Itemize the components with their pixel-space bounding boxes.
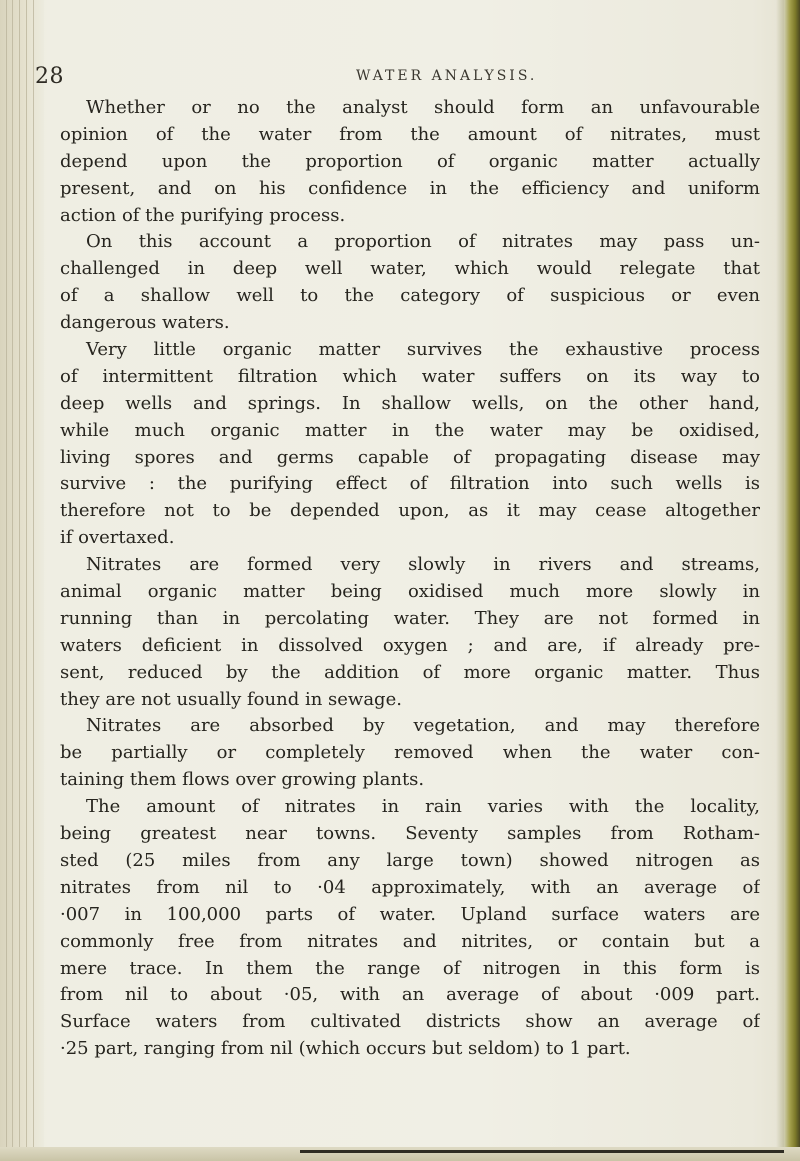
text-line: The amount of nitrates in rain varies with the locality, [86,796,760,818]
text-line: depend upon the proportion of organic matter actually [60,150,760,172]
paragraph [60,794,760,1063]
page-header [0,64,800,88]
text-line: Very little organic matter survives the exhaustive process [86,339,760,361]
page-number: 28 [35,64,64,89]
text-line: being greatest near towns. Seventy samples from Rotham- [60,823,760,845]
paragraph [60,713,760,794]
text-line: living spores and germs capable of propagating disease may [60,446,760,468]
text-line: challenged in deep well water, which would relegate that [60,258,760,280]
text-line: if overtaxed. [60,527,175,549]
bottom-rule [300,1150,784,1153]
text-line: nitrates from nil to ·04 approximately, with an average of [60,876,760,898]
text-line: dangerous waters. [60,312,230,334]
gutter-rule [33,0,34,1161]
text-line: be partially or completely removed when the water con- [60,742,760,764]
body-text [60,95,760,1063]
gutter-rule [19,0,20,1161]
text-line: of intermittent filtration which water suffers on its way to [60,365,760,387]
text-line: deep wells and springs. In shallow wells, on the other hand, [60,392,760,414]
paragraph [60,337,760,552]
paragraph [60,229,760,337]
binding-gutter [0,0,44,1161]
text-line: animal organic matter being oxidised much more slowly in [60,581,760,603]
text-line: mere trace. In them the range of nitrogen in this form is [60,957,760,979]
paragraph [60,552,760,713]
text-line: waters deficient in dissolved oxygen ; and are, if already pre- [60,634,760,656]
text-line: opinion of the water from the amount of nitrates, must [60,123,760,145]
gutter-rule [26,0,27,1161]
text-line: of a shallow well to the category of suspicious or even [60,285,760,307]
text-line: Nitrates are formed very slowly in rivers and streams, [86,554,760,576]
page-edge-shadow [776,0,784,1161]
text-line: Whether or no the analyst should form an unfavourable [86,97,760,118]
text-line: present, and on his confidence in the efficiency and uniform [60,177,760,199]
text-line: taining them flows over growing plants. [60,769,425,791]
gutter-rule [6,0,7,1161]
paragraph [60,95,760,229]
book-spine-edge [784,0,800,1161]
text-line: Surface waters from cultivated districts show an average of [60,1011,760,1033]
text-line: running than in percolating water. They are not formed in [60,607,760,629]
text-line: action of the purifying process. [60,204,346,226]
text-line: while much organic matter in the water may be oxidised, [60,419,760,441]
text-line: ·25 part, ranging from nil (which occurs but seldom) to 1 part. [60,1038,631,1060]
text-line: sted (25 miles from any large town) showed nitrogen as [60,849,760,871]
text-line: Nitrates are absorbed by vegetation, and may therefore [86,715,760,737]
text-line: survive : the purifying effect of filtration into such wells is [60,473,760,495]
text-line: sent, reduced by the addition of more organic matter. Thus [60,661,760,683]
text-line: commonly free from nitrates and nitrites, or contain but a [60,930,760,952]
text-line: On this account a proportion of nitrates may pass un- [86,231,760,253]
text-line: from nil to about ·05, with an average of about ·009 part. [60,984,760,1006]
text-line: therefore not to be depended upon, as it may cease altogether [60,500,760,522]
running-head: WATER ANALYSIS. [356,68,538,84]
text-line: they are not usually found in sewage. [60,688,402,710]
text-line: ·007 in 100,000 parts of water. Upland surface waters are [60,903,760,925]
gutter-rule [12,0,13,1161]
